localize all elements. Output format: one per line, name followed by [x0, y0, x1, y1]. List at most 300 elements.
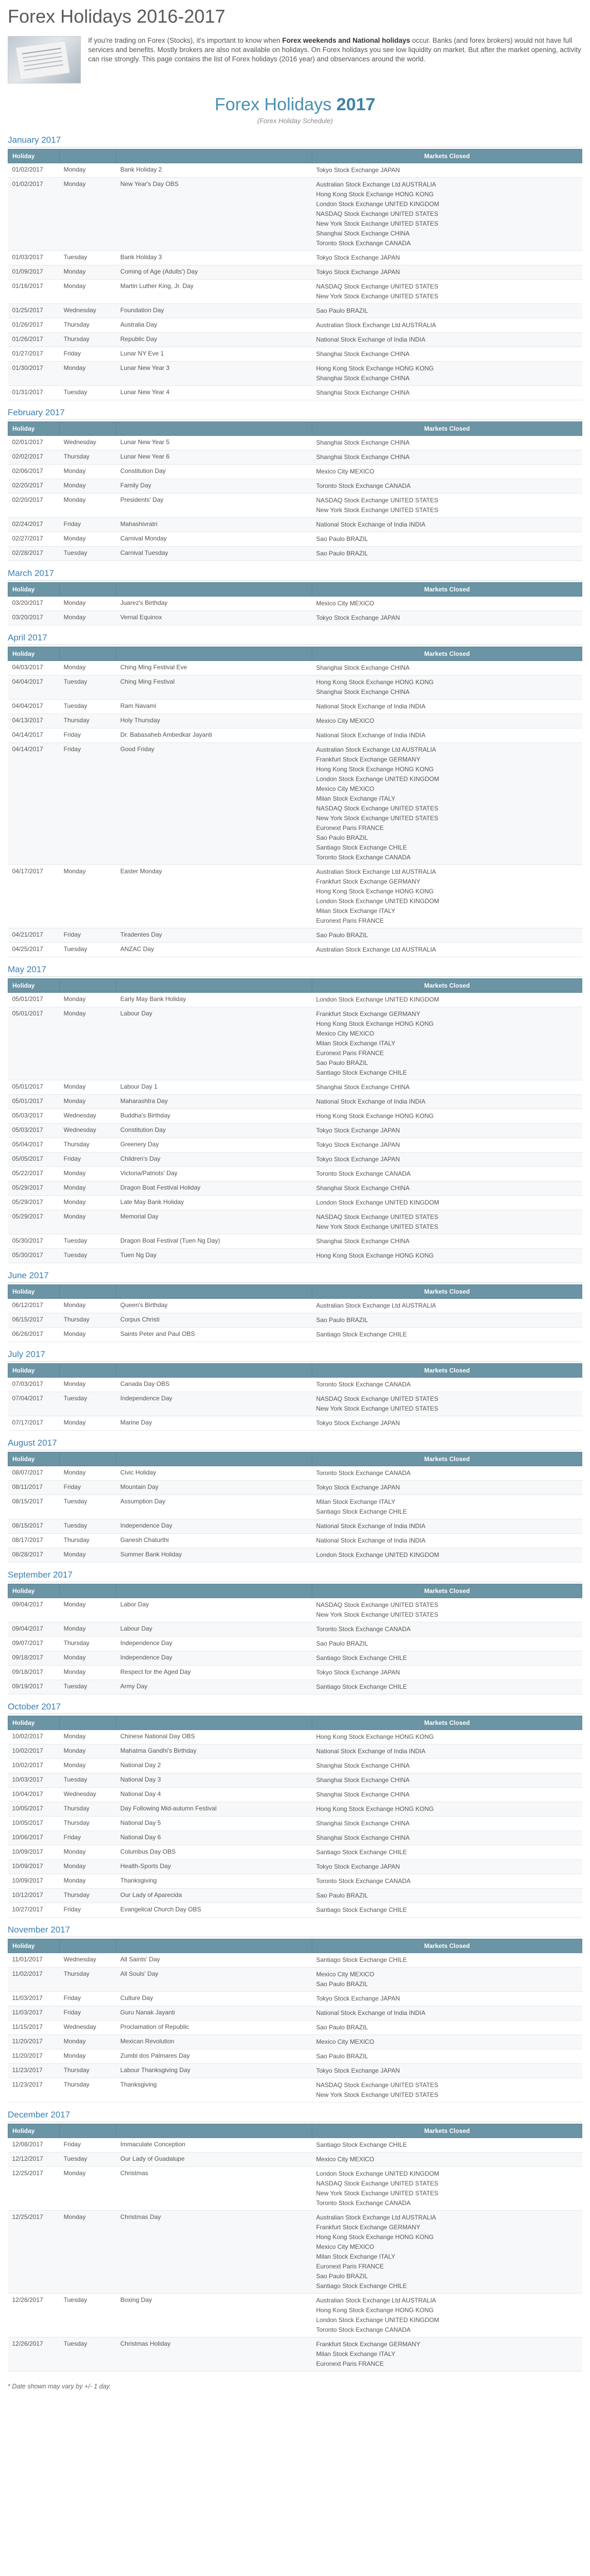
- header-holiday: Holiday: [8, 149, 60, 163]
- table-row: [8, 2153, 582, 2167]
- holiday-date: 10/09/2017: [8, 1874, 60, 1889]
- table-row: [8, 1095, 582, 1109]
- holiday-name: Ching Ming Festival: [116, 675, 312, 700]
- market-name: Shanghai Stock Exchange CHINA: [316, 1083, 410, 1091]
- holiday-weekday: Friday: [60, 928, 116, 943]
- holiday-name: All Saints' Day: [116, 1953, 312, 1968]
- schedule-heading-prefix: Forex Holidays: [214, 95, 336, 114]
- table-row: [8, 1196, 582, 1210]
- holiday-date: 04/14/2017: [8, 728, 60, 743]
- holiday-weekday: Friday: [60, 1153, 116, 1167]
- holiday-weekday: Thursday: [60, 1889, 116, 1903]
- table-row: [8, 1788, 582, 1802]
- markets-closed-cell: [312, 2035, 582, 2049]
- holiday-date: 05/01/2017: [8, 1007, 60, 1080]
- holiday-date: 09/18/2017: [8, 1666, 60, 1680]
- holiday-date: 02/06/2017: [8, 465, 60, 479]
- table-row: [8, 178, 582, 251]
- market-name: Australian Stock Exchange Ltd AUSTRALIA: [316, 868, 436, 875]
- table-header-row: [8, 1939, 582, 1953]
- holiday-weekday: Monday: [60, 1167, 116, 1181]
- table-row: [8, 700, 582, 714]
- holiday-name: National Day 5: [116, 1817, 312, 1831]
- table-row: [8, 2138, 582, 2153]
- holiday-table: [8, 1939, 582, 2103]
- market-name: National Stock Exchange of India INDIA: [316, 336, 426, 343]
- header-markets-closed: Markets Closed: [312, 1285, 582, 1299]
- holiday-table: [8, 421, 582, 561]
- table-row: [8, 1802, 582, 1817]
- holiday-date: 10/09/2017: [8, 1845, 60, 1860]
- markets-closed-cell: [312, 1992, 582, 2006]
- table-row: [8, 450, 582, 465]
- markets-closed-cell: [312, 2138, 582, 2153]
- holiday-date: 01/16/2017: [8, 280, 60, 304]
- markets-closed-cell: [312, 714, 582, 728]
- markets-closed-cell: [312, 386, 582, 400]
- table-row: [8, 280, 582, 304]
- market-name: Santiago Stock Exchange CHILE: [316, 1331, 407, 1338]
- header-markets-closed: Markets Closed: [312, 1716, 582, 1730]
- holiday-weekday: Monday: [60, 532, 116, 547]
- table-row: [8, 1167, 582, 1181]
- market-name: NASDAQ Stock Exchange UNITED STATES: [316, 805, 439, 812]
- holiday-name: Family Day: [116, 479, 312, 494]
- market-name: Hong Kong Stock Exchange HONG KONG: [316, 1733, 434, 1740]
- markets-closed-cell: [312, 1845, 582, 1860]
- markets-closed-cell: [312, 1817, 582, 1831]
- markets-closed-cell: [312, 465, 582, 479]
- table-row: [8, 2211, 582, 2294]
- month-title: July 2017: [8, 1349, 582, 1362]
- market-name: New York Stock Exchange UNITED STATES: [316, 1405, 439, 1412]
- holiday-name: Coming of Age (Adults') Day: [116, 265, 312, 280]
- markets-closed-cell: [312, 1666, 582, 1680]
- holiday-weekday: Monday: [60, 1874, 116, 1889]
- holiday-name: Labour Day 1: [116, 1080, 312, 1095]
- holiday-date: 04/17/2017: [8, 865, 60, 928]
- header-day: [60, 583, 116, 597]
- holiday-date: 07/04/2017: [8, 1392, 60, 1416]
- holiday-name: Canada Day OBS: [116, 1378, 312, 1392]
- holiday-name: Corpus Christi: [116, 1313, 312, 1328]
- market-name: National Stock Exchange of India INDIA: [316, 2009, 426, 2016]
- market-name: Euronext Paris FRANCE: [316, 1049, 384, 1057]
- market-name: Milan Stock Exchange ITALY: [316, 2253, 396, 2260]
- market-name: NASDAQ Stock Exchange UNITED STATES: [316, 1213, 439, 1221]
- markets-closed-cell: [312, 1095, 582, 1109]
- table-row: [8, 1730, 582, 1744]
- holiday-name: Thanksgiving: [116, 1874, 312, 1889]
- header-markets-closed: Markets Closed: [312, 1364, 582, 1378]
- holiday-weekday: Wednesday: [60, 1788, 116, 1802]
- holiday-weekday: Monday: [60, 1744, 116, 1759]
- table-row: [8, 1109, 582, 1124]
- holiday-name: Queen's Birthday: [116, 1299, 312, 1313]
- holiday-date: 10/09/2017: [8, 1860, 60, 1874]
- holiday-weekday: Monday: [60, 1651, 116, 1666]
- market-name: New York Stock Exchange UNITED STATES: [316, 1611, 439, 1618]
- header-name: [116, 2124, 312, 2138]
- holiday-name: Independence Day: [116, 1651, 312, 1666]
- month-section: [8, 1570, 582, 1694]
- holiday-name: Dragon Boat Festival (Tuen Ng Day): [116, 1234, 312, 1249]
- holiday-weekday: Tuesday: [60, 1773, 116, 1788]
- holiday-name: Christmas Holiday: [116, 2337, 312, 2371]
- market-name: London Stock Exchange UNITED KINGDOM: [316, 200, 440, 208]
- market-name: NASDAQ Stock Exchange UNITED STATES: [316, 2180, 439, 2187]
- market-name: Shanghai Stock Exchange CHINA: [316, 375, 410, 382]
- market-name: Hong Kong Stock Exchange HONG KONG: [316, 1020, 434, 1027]
- markets-closed-cell: [312, 1534, 582, 1548]
- markets-closed-cell: [312, 2064, 582, 2078]
- holiday-name: Good Friday: [116, 743, 312, 865]
- market-name: Santiago Stock Exchange CHILE: [316, 844, 407, 851]
- market-name: New York Stock Exchange UNITED STATES: [316, 2091, 439, 2098]
- markets-closed-cell: [312, 1124, 582, 1138]
- markets-closed-cell: [312, 1153, 582, 1167]
- holiday-date: 02/02/2017: [8, 450, 60, 465]
- footnote: * Date shown may vary by +/- 1 day.: [8, 2383, 111, 2390]
- market-name: Australian Stock Exchange Ltd AUSTRALIA: [316, 746, 436, 753]
- holiday-date: 05/01/2017: [8, 993, 60, 1007]
- markets-closed-cell: [312, 518, 582, 532]
- market-name: Toronto Stock Exchange CANADA: [316, 2199, 411, 2207]
- holiday-date: 02/27/2017: [8, 532, 60, 547]
- holiday-date: 04/21/2017: [8, 928, 60, 943]
- market-name: Hong Kong Stock Exchange HONG KONG: [316, 1805, 434, 1812]
- table-header-row: [8, 1716, 582, 1730]
- holiday-name: Constitution Day: [116, 465, 312, 479]
- table-row: [8, 1313, 582, 1328]
- market-name: Santiago Stock Exchange CHILE: [316, 1956, 407, 1963]
- header-markets-closed: Markets Closed: [312, 422, 582, 436]
- month-title: April 2017: [8, 633, 582, 645]
- market-name: Shanghai Stock Exchange CHINA: [316, 1762, 410, 1769]
- market-name: Sao Paulo BRAZIL: [316, 550, 368, 557]
- holiday-weekday: Friday: [60, 1903, 116, 1918]
- holiday-weekday: Tuesday: [60, 675, 116, 700]
- month-title: November 2017: [8, 1925, 582, 1937]
- market-name: Australian Stock Exchange Ltd AUSTRALIA: [316, 1302, 436, 1309]
- holiday-date: 09/04/2017: [8, 1598, 60, 1622]
- market-name: Toronto Stock Exchange CANADA: [316, 1877, 411, 1885]
- market-name: Hong Kong Stock Exchange HONG KONG: [316, 766, 434, 773]
- market-name: London Stock Exchange UNITED KINGDOM: [316, 897, 440, 905]
- markets-closed-cell: [312, 1889, 582, 1903]
- market-name: Euronext Paris FRANCE: [316, 2360, 384, 2367]
- market-name: Shanghai Stock Exchange CHINA: [316, 230, 410, 237]
- holiday-weekday: Monday: [60, 163, 116, 178]
- market-name: Tokyo Stock Exchange JAPAN: [316, 254, 400, 261]
- market-name: Sao Paulo BRAZIL: [316, 931, 368, 939]
- holiday-weekday: Tuesday: [60, 251, 116, 265]
- header-markets-closed: Markets Closed: [312, 979, 582, 993]
- holiday-weekday: Tuesday: [60, 943, 116, 957]
- market-name: Milan Stock Exchange ITALY: [316, 907, 396, 914]
- market-name: Australian Stock Exchange Ltd AUSTRALIA: [316, 321, 436, 329]
- market-name: Mexico City MEXICO: [316, 717, 375, 724]
- market-name: Tokyo Stock Exchange JAPAN: [316, 1669, 400, 1676]
- market-name: Euronext Paris FRANCE: [316, 824, 384, 832]
- schedule-subheading: (Forex Holiday Schedule): [257, 117, 333, 125]
- holiday-date: 08/11/2017: [8, 1481, 60, 1495]
- holiday-name: Memorial Day: [116, 1210, 312, 1234]
- holiday-name: Independence Day: [116, 1519, 312, 1534]
- holiday-date: 05/03/2017: [8, 1109, 60, 1124]
- market-name: Hong Kong Stock Exchange HONG KONG: [316, 191, 434, 198]
- holiday-date: 02/24/2017: [8, 518, 60, 532]
- holiday-weekday: Monday: [60, 2211, 116, 2294]
- market-name: Mexico City MEXICO: [316, 2156, 375, 2163]
- holiday-weekday: Thursday: [60, 2064, 116, 2078]
- market-name: Shanghai Stock Exchange CHINA: [316, 688, 410, 696]
- holiday-name: Ram Navami: [116, 700, 312, 714]
- holiday-name: Ganesh Chaturthi: [116, 1534, 312, 1548]
- holiday-weekday: Monday: [60, 362, 116, 386]
- table-row: [8, 362, 582, 386]
- holiday-weekday: Thursday: [60, 450, 116, 465]
- holiday-name: Bank Holiday 2: [116, 163, 312, 178]
- header-holiday: Holiday: [8, 422, 60, 436]
- holiday-name: Army Day: [116, 1680, 312, 1694]
- markets-closed-cell: [312, 450, 582, 465]
- markets-closed-cell: [312, 1548, 582, 1563]
- holiday-date: 12/25/2017: [8, 2167, 60, 2211]
- markets-closed-cell: [312, 436, 582, 450]
- holiday-date: 10/27/2017: [8, 1903, 60, 1918]
- holiday-weekday: Monday: [60, 178, 116, 251]
- market-name: Santiago Stock Exchange CHILE: [316, 1683, 407, 1690]
- holiday-name: Holy Thursday: [116, 714, 312, 728]
- markets-closed-cell: [312, 1831, 582, 1845]
- holiday-date: 04/04/2017: [8, 675, 60, 700]
- market-name: Australian Stock Exchange Ltd AUSTRALIA: [316, 946, 436, 953]
- market-name: National Stock Exchange of India INDIA: [316, 1537, 426, 1544]
- markets-closed-cell: [312, 1802, 582, 1817]
- holiday-name: Independence Day: [116, 1392, 312, 1416]
- table-row: [8, 675, 582, 700]
- holiday-date: 01/26/2017: [8, 333, 60, 347]
- holiday-date: 11/23/2017: [8, 2064, 60, 2078]
- market-name: Shanghai Stock Exchange CHINA: [316, 1820, 410, 1827]
- table-row: [8, 318, 582, 333]
- table-row: [8, 1392, 582, 1416]
- holiday-weekday: Tuesday: [60, 700, 116, 714]
- market-name: New York Stock Exchange UNITED STATES: [316, 1223, 439, 1230]
- market-name: Toronto Stock Exchange CANADA: [316, 1625, 411, 1633]
- table-row: [8, 1744, 582, 1759]
- holiday-name: Vernal Equinox: [116, 611, 312, 625]
- holiday-name: Christmas Day: [116, 2211, 312, 2294]
- markets-closed-cell: [312, 178, 582, 251]
- markets-closed-cell: [312, 1598, 582, 1622]
- header-markets-closed: Markets Closed: [312, 1939, 582, 1953]
- market-name: Shanghai Stock Exchange CHINA: [316, 453, 410, 461]
- holiday-date: 01/26/2017: [8, 318, 60, 333]
- holiday-date: 08/15/2017: [8, 1519, 60, 1534]
- holiday-weekday: Tuesday: [60, 2294, 116, 2337]
- markets-closed-cell: [312, 265, 582, 280]
- market-name: Hong Kong Stock Exchange HONG KONG: [316, 888, 434, 895]
- holiday-table: [8, 1584, 582, 1694]
- table-row: [8, 547, 582, 561]
- holiday-date: 09/04/2017: [8, 1622, 60, 1637]
- holiday-name: Christmas: [116, 2167, 312, 2211]
- markets-closed-cell: [312, 347, 582, 362]
- holiday-name: Assumption Day: [116, 1495, 312, 1519]
- holiday-name: Tiradentes Day: [116, 928, 312, 943]
- markets-closed-cell: [312, 1481, 582, 1495]
- holiday-weekday: Friday: [60, 2138, 116, 2153]
- month-title: February 2017: [8, 408, 582, 420]
- holiday-table: [8, 1363, 582, 1431]
- holiday-date: 04/13/2017: [8, 714, 60, 728]
- holiday-name: Easter Monday: [116, 865, 312, 928]
- table-header-row: [8, 422, 582, 436]
- holiday-weekday: Monday: [60, 280, 116, 304]
- month-section: [8, 1702, 582, 1918]
- holiday-name: Mahashivratri: [116, 518, 312, 532]
- holiday-date: 10/06/2017: [8, 1831, 60, 1845]
- holiday-weekday: Monday: [60, 1299, 116, 1313]
- holiday-name: Martin Luther King, Jr. Day: [116, 280, 312, 304]
- holiday-weekday: Friday: [60, 2006, 116, 2021]
- holiday-date: 05/30/2017: [8, 1234, 60, 1249]
- market-name: Hong Kong Stock Exchange HONG KONG: [316, 1112, 434, 1120]
- market-name: Frankfurt Stock Exchange GERMANY: [316, 2341, 420, 2348]
- market-name: Sao Paulo BRAZIL: [316, 2273, 368, 2280]
- holiday-weekday: Friday: [60, 1481, 116, 1495]
- markets-closed-cell: [312, 993, 582, 1007]
- market-name: Tokyo Stock Exchange JAPAN: [316, 1127, 400, 1134]
- market-name: Santiago Stock Exchange CHILE: [316, 2282, 407, 2290]
- month-title: January 2017: [8, 135, 582, 147]
- holiday-weekday: Monday: [60, 1328, 116, 1342]
- header-name: [116, 1364, 312, 1378]
- holiday-weekday: Thursday: [60, 2078, 116, 2103]
- holiday-date: 05/01/2017: [8, 1095, 60, 1109]
- market-name: Sao Paulo BRAZIL: [316, 834, 368, 841]
- month-title: May 2017: [8, 964, 582, 977]
- holiday-name: Lunar New Year 5: [116, 436, 312, 450]
- intro-text-part2: occur. Banks (and forex brokers) would not have full services and benefits. Mostly brokers are also not available on holidays. On Forex holidays you see low liquidity on market. But after the market opening, activity can rise strongly. This page contains the list of Forex holidays (2016 year) and observances around the world.: [88, 37, 581, 63]
- holiday-weekday: Thursday: [60, 714, 116, 728]
- header-day: [60, 149, 116, 163]
- table-row: [8, 1622, 582, 1637]
- market-name: Mexico City MEXICO: [316, 2243, 375, 2250]
- holiday-date: 09/18/2017: [8, 1651, 60, 1666]
- header-holiday: Holiday: [8, 1452, 60, 1466]
- table-row: [8, 865, 582, 928]
- header-day: [60, 1285, 116, 1299]
- table-row: [8, 1481, 582, 1495]
- holiday-date: 05/29/2017: [8, 1196, 60, 1210]
- table-row: [8, 1992, 582, 2006]
- holiday-date: 10/02/2017: [8, 1730, 60, 1744]
- markets-closed-cell: [312, 333, 582, 347]
- holiday-date: 04/04/2017: [8, 700, 60, 714]
- month-section: [8, 1925, 582, 2103]
- holiday-name: National Day 6: [116, 1831, 312, 1845]
- holiday-date: 05/29/2017: [8, 1181, 60, 1196]
- holiday-weekday: Monday: [60, 993, 116, 1007]
- markets-closed-cell: [312, 1773, 582, 1788]
- market-name: Sao Paulo BRAZIL: [316, 1980, 368, 1988]
- markets-closed-cell: [312, 2078, 582, 2103]
- header-day: [60, 1364, 116, 1378]
- header-holiday: Holiday: [8, 979, 60, 993]
- market-name: Sao Paulo BRAZIL: [316, 1059, 368, 1066]
- market-name: Toronto Stock Exchange CANADA: [316, 1381, 411, 1388]
- month-section: [8, 1438, 582, 1563]
- markets-closed-cell: [312, 2294, 582, 2337]
- holiday-date: 02/20/2017: [8, 479, 60, 494]
- table-row: [8, 1817, 582, 1831]
- table-row: [8, 518, 582, 532]
- holiday-weekday: Monday: [60, 1598, 116, 1622]
- holiday-weekday: Monday: [60, 661, 116, 675]
- table-row: [8, 304, 582, 318]
- holiday-date: 05/29/2017: [8, 1210, 60, 1234]
- month-title: August 2017: [8, 1438, 582, 1450]
- holiday-name: Children's Day: [116, 1153, 312, 1167]
- table-row: [8, 436, 582, 450]
- market-name: Shanghai Stock Exchange CHINA: [316, 1791, 410, 1798]
- markets-closed-cell: [312, 1730, 582, 1744]
- holiday-name: Culture Day: [116, 1992, 312, 2006]
- holiday-date: 02/01/2017: [8, 436, 60, 450]
- holiday-name: New Year's Day OBS: [116, 178, 312, 251]
- market-name: Shanghai Stock Exchange CHINA: [316, 389, 410, 396]
- markets-closed-cell: [312, 1299, 582, 1313]
- markets-closed-cell: [312, 1495, 582, 1519]
- market-name: Tokyo Stock Exchange JAPAN: [316, 166, 400, 174]
- markets-closed-cell: [312, 1167, 582, 1181]
- market-name: Sao Paulo BRAZIL: [316, 2053, 368, 2060]
- table-row: [8, 494, 582, 518]
- markets-closed-cell: [312, 2006, 582, 2021]
- table-header-row: [8, 1285, 582, 1299]
- table-row: [8, 163, 582, 178]
- holiday-date: 01/03/2017: [8, 251, 60, 265]
- market-name: Hong Kong Stock Exchange HONG KONG: [316, 1252, 434, 1259]
- markets-closed-cell: [312, 251, 582, 265]
- markets-closed-cell: [312, 1903, 582, 1918]
- market-name: Australian Stock Exchange Ltd AUSTRALIA: [316, 2214, 436, 2221]
- table-header-row: [8, 2124, 582, 2138]
- holiday-weekday: Monday: [60, 1666, 116, 1680]
- holiday-date: 02/28/2017: [8, 547, 60, 561]
- holiday-date: 10/05/2017: [8, 1817, 60, 1831]
- markets-closed-cell: [312, 1109, 582, 1124]
- holiday-weekday: Monday: [60, 1095, 116, 1109]
- holiday-name: Bank Holiday 3: [116, 251, 312, 265]
- page-title: Forex Holidays 2016-2017: [8, 6, 226, 27]
- holiday-name: Columbus Day OBS: [116, 1845, 312, 1860]
- month-section: [8, 633, 582, 957]
- table-row: [8, 1234, 582, 1249]
- market-name: Mexico City MEXICO: [316, 468, 375, 475]
- markets-closed-cell: [312, 2337, 582, 2371]
- holiday-date: 01/02/2017: [8, 178, 60, 251]
- holiday-weekday: Monday: [60, 611, 116, 625]
- table-row: [8, 928, 582, 943]
- markets-closed-cell: [312, 1234, 582, 1249]
- holiday-date: 11/20/2017: [8, 2049, 60, 2064]
- header-holiday: Holiday: [8, 1364, 60, 1378]
- holiday-name: ANZAC Day: [116, 943, 312, 957]
